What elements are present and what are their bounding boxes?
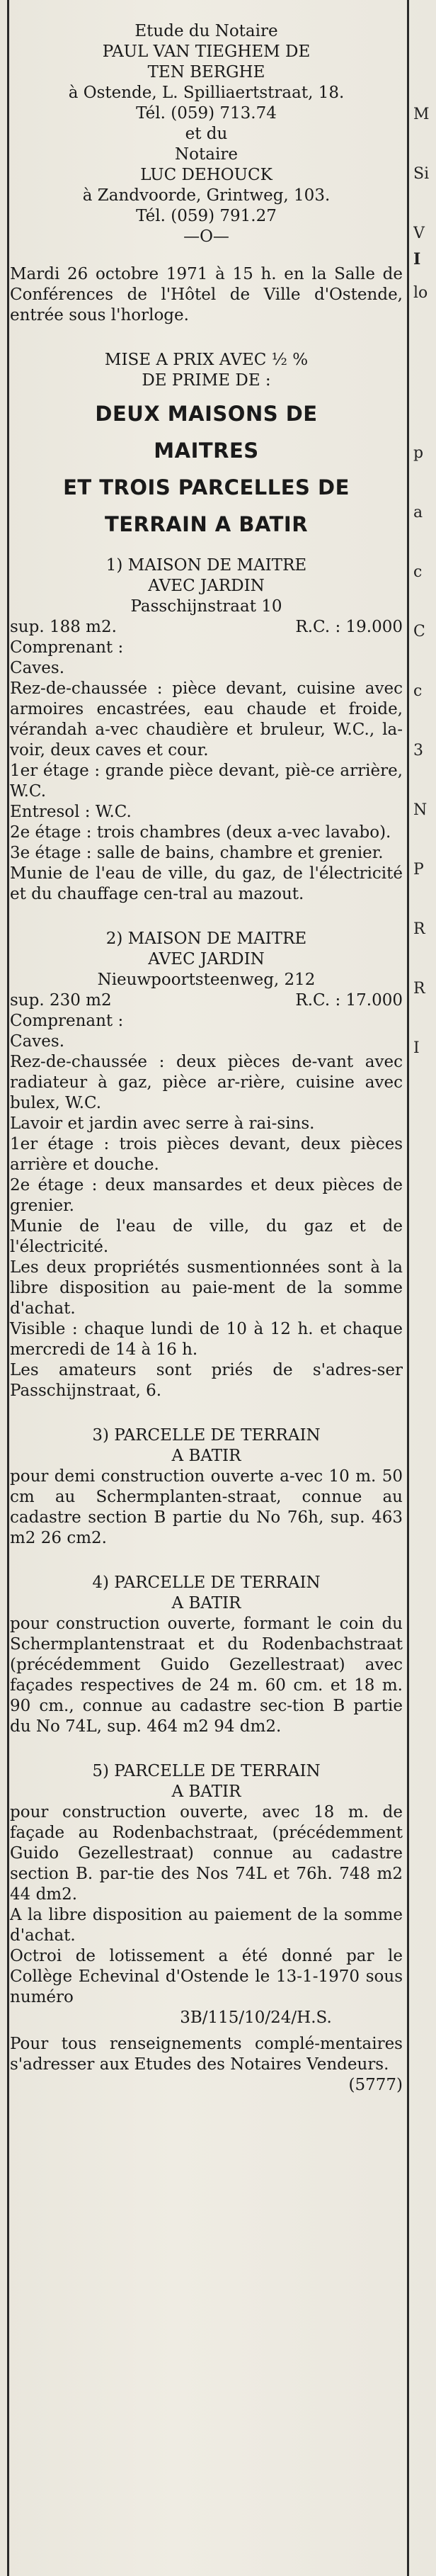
lot-5 xyxy=(10,1761,403,2028)
footer-ref: (5777) xyxy=(348,2076,403,2094)
mise-a-prix xyxy=(10,350,403,391)
lot-rc: R.C. : 19.000 xyxy=(295,618,403,636)
neighbor-line: c xyxy=(413,682,423,700)
lot-street: Passchijnstraat 10 xyxy=(130,597,282,616)
lot-heading: 2) MAISON DE MAITRE xyxy=(105,930,307,948)
lot-visible: Visible : chaque lundi de 10 à 12 h. et chaque mercredi de 14 à 16 h. xyxy=(10,1320,403,1359)
lot-etage3: 3e étage : salle de bains, chambre et grenier. xyxy=(10,844,384,862)
lot-heading: 4) PARCELLE DE TERRAIN xyxy=(92,1574,321,1592)
lot-4 xyxy=(10,1573,403,1737)
intro-paragraph: Mardi 26 octobre 1971 à 15 h. en la Salle de Conférences de l'Hôtel de Ville d'Ostende, entrée sous l'horloge. xyxy=(10,265,403,324)
lot-caves: Caves. xyxy=(10,659,65,677)
lot-amateurs: Les amateurs sont priés de s'adres-ser Passchijnstraat, 6. xyxy=(10,1361,403,1400)
lot-surface-row xyxy=(10,990,403,1011)
lot-text: pour construction ouverte, formant le coin du Schermplantenstraat et du Rodenbachstraat (précédemment Guido Gezellestraat) avec façades respectives de 24 m. 60 cm. et 18 m. 90 cm., connue au cadastre sec-tion B partie du No 74L, sup. 464 m2 94 dm2. xyxy=(10,1615,403,1736)
title-line: TERRAIN A BATIR xyxy=(104,512,309,536)
neighbor-line: I xyxy=(413,1039,420,1057)
lot-2 xyxy=(10,929,403,1401)
lot-surface: sup. 230 m2 xyxy=(10,991,112,1010)
header-separator: —O— xyxy=(183,227,229,246)
lot-heading: 5) PARCELLE DE TERRAIN xyxy=(92,1762,321,1780)
neighbor-line: M xyxy=(413,106,430,123)
mise-a-prix-line: DE PRIME DE : xyxy=(142,371,271,390)
header-line: PAUL VAN TIEGHEM DE xyxy=(102,43,311,61)
lot-heading: AVEC JARDIN xyxy=(148,950,265,968)
title-line: ET TROIS PARCELLES DE xyxy=(63,475,350,499)
header-line: et du xyxy=(185,125,228,143)
lot-heading: A BATIR xyxy=(171,1447,241,1465)
lot-heading: AVEC JARDIN xyxy=(148,577,265,595)
left-column-rule xyxy=(7,0,9,2576)
mise-a-prix-line: MISE A PRIX AVEC ½ % xyxy=(104,351,309,369)
footer-text: Pour tous renseignements complé-mentaires s'adresser aux Etudes des Notaires Vendeurs. xyxy=(10,2035,403,2074)
lot-comprenant: Comprenant : xyxy=(10,638,124,657)
lot-text: pour construction ouverte, avec 18 m. de façade au Rodenbachstraat, (précédemment Guido Gezellestraat) connue au cadastre section B. par-tie des Nos 74L et 76h. 748 m2 44 dm2. xyxy=(10,1803,403,1904)
lot-caves: Caves. xyxy=(10,1032,65,1051)
lot-surface: sup. 188 m2. xyxy=(10,618,117,636)
lot-dispo: Les deux propriétés susmentionnées sont à la libre disposition au paie-ment de la somme d'achat. xyxy=(10,1258,403,1318)
neighbor-line: R xyxy=(413,980,425,998)
notary-header xyxy=(10,21,403,247)
neighbor-line: N xyxy=(413,801,428,819)
neighbor-line: c xyxy=(413,563,423,581)
header-line: Etude du Notaire xyxy=(134,22,278,40)
lot-heading: A BATIR xyxy=(171,1783,241,1801)
lot-lavoir: Lavoir et jardin avec serre à rai-sins. xyxy=(10,1114,315,1133)
title-line: DEUX MAISONS DE xyxy=(95,402,318,426)
right-column-rule xyxy=(407,0,409,2576)
lot-etage1: 1er étage : grande pièce devant, piè-ce arrière, W.C. xyxy=(10,762,403,801)
neighbor-line: lo xyxy=(413,284,428,302)
lot-etage2: 2e étage : trois chambres (deux a-vec lavabo). xyxy=(10,823,391,842)
lot-surface-row xyxy=(10,617,403,638)
header-line: Tél. (059) 713.74 xyxy=(136,104,277,123)
lot-etage2: 2e étage : deux mansardes et deux pièces de grenier. xyxy=(10,1176,403,1215)
lot-rez: Rez-de-chaussée : pièce devant, cuisine avec armoires encastrées, eau chaude et froide, vérandah a-vec chaudière et bruleur, W.C., la-voir, deux caves et cour. xyxy=(10,679,403,759)
lot-munie: Munie de l'eau de ville, du gaz et de l'électricité. xyxy=(10,1217,403,1256)
lot-numero: 3B/115/10/24/H.S. xyxy=(180,2009,332,2027)
neighbor-line: a xyxy=(413,504,423,521)
header-line: Tél. (059) 791.27 xyxy=(136,207,277,225)
lot-munie: Munie de l'eau de ville, du gaz, de l'électricité et du chauffage cen-tral au mazout. xyxy=(10,864,403,903)
notice-footer xyxy=(10,2034,403,2096)
neighbor-line: C xyxy=(413,623,425,640)
neighbor-line: I xyxy=(413,250,421,269)
neighbor-line: V xyxy=(413,225,425,242)
neighbor-line: 3 xyxy=(413,742,423,759)
lot-dispo: A la libre disposition au paiement de la somme d'achat. xyxy=(10,1906,403,1945)
lot-etage1: 1er étage : trois pièces devant, deux pièces arrière et douche. xyxy=(10,1135,403,1174)
lot-heading: A BATIR xyxy=(171,1594,241,1612)
lot-octroi: Octroi de lotissement a été donné par le Collège Echevinal d'Ostende le 13-1-1970 sous numéro xyxy=(10,1947,403,2006)
lot-text: pour demi construction ouverte a-vec 10 m. 50 cm au Schermplanten-straat, connue au cadastre section B partie du No 76h, sup. 463 m2 26 cm2. xyxy=(10,1467,403,1547)
lot-rc: R.C. : 17.000 xyxy=(295,991,403,1010)
lot-rez: Rez-de-chaussée : deux pièces de-vant avec radiateur à gaz, pièce ar-rière, cuisine avec bulex, W.C. xyxy=(10,1053,403,1112)
neighbor-column-mid2 xyxy=(413,404,436,1098)
lot-comprenant: Comprenant : xyxy=(10,1012,124,1030)
header-line: LUC DEHOUCK xyxy=(140,166,272,184)
title-line: MAITRES xyxy=(154,439,259,463)
neighbor-line: p xyxy=(413,444,424,462)
lot-3 xyxy=(10,1425,403,1549)
header-line: à Ostende, L. Spilliaertstraat, 18. xyxy=(68,84,345,102)
neighbor-line: R xyxy=(413,920,425,938)
lot-street: Nieuwpoortsteenweg, 212 xyxy=(97,971,316,989)
lot-heading: 3) PARCELLE DE TERRAIN xyxy=(92,1426,321,1445)
lot-1 xyxy=(10,555,403,905)
lot-heading: 1) MAISON DE MAITRE xyxy=(105,556,307,575)
header-line: TEN BERGHE xyxy=(147,63,265,81)
header-line: à Zandvoorde, Grintweg, 103. xyxy=(82,186,331,205)
neighbor-line: P xyxy=(413,861,424,879)
neighbor-column-mid1 xyxy=(413,210,436,309)
lot-entresol: Entresol : W.C. xyxy=(10,803,132,821)
neighbor-line: Si xyxy=(413,165,430,183)
notice-column xyxy=(10,21,403,2096)
header-line: Notaire xyxy=(175,145,238,164)
